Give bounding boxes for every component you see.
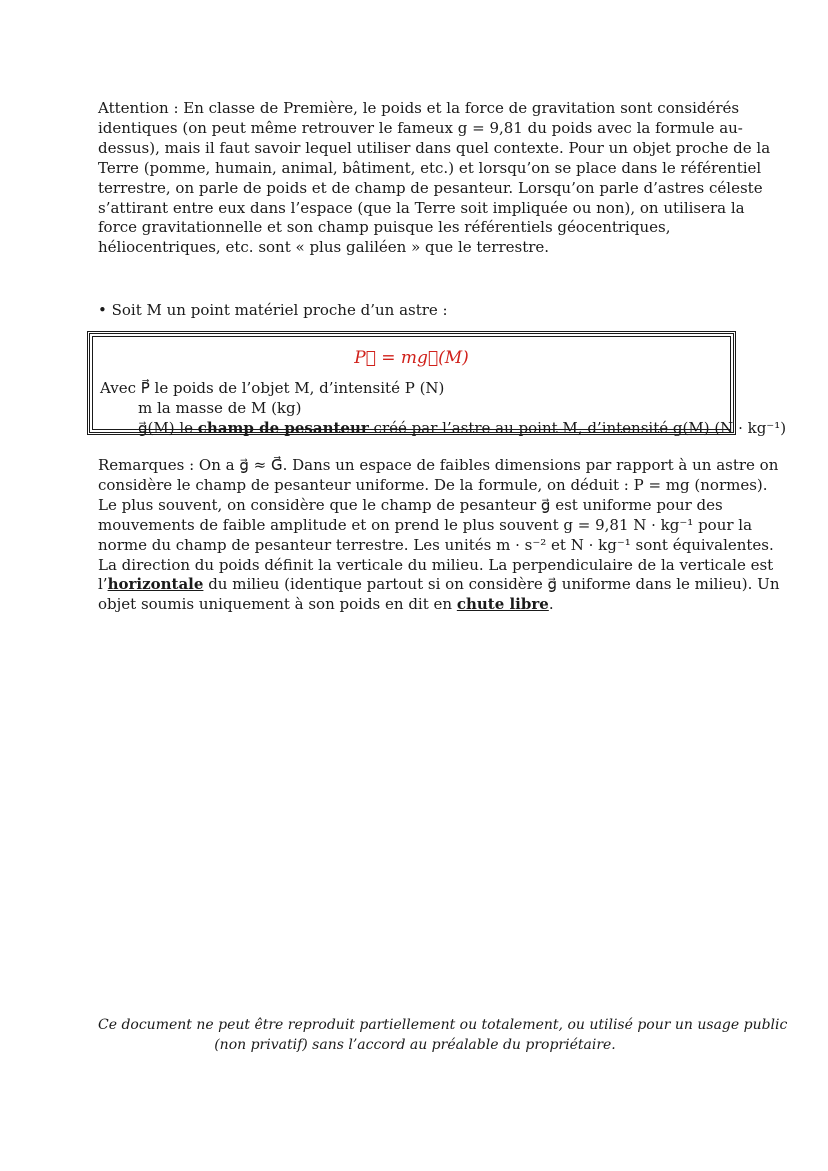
- remarques-line: mouvements de faible amplitude et on prend le plus souvent g = 9,81 N · kg⁻¹ pour la: [98, 515, 753, 534]
- remarques-line7-start: l’: [98, 575, 108, 594]
- definition-box-inner: [92, 336, 787, 437]
- definition-field-start: g⃗(M) le: [138, 419, 198, 437]
- attention-line: héliocentriques, etc. sont « plus galiléen » que le terrestre.: [98, 238, 550, 257]
- definition-field-end: créé par l’astre au point M, d’intensité g(M) (N · kg⁻¹): [368, 419, 787, 437]
- attention-line: s’attirant entre eux dans l’espace (que la Terre soit impliquée ou non), on utilisera la: [98, 198, 745, 217]
- remarques-line: La direction du poids définit la verticale du milieu. La perpendiculaire de la verticale est: [98, 555, 774, 574]
- remarques-line-horizontale: [98, 575, 780, 595]
- definition-line-field: [138, 419, 786, 439]
- bullet-point: [98, 301, 732, 321]
- footer-line: (non privatif) sans l’accord au préalable du propriétaire.: [214, 1036, 616, 1053]
- chute-libre-term: chute libre: [456, 595, 549, 614]
- attention-paragraph: [98, 99, 771, 258]
- attention-line: dessus), mais il faut savoir lequel utiliser dans quel contexte. Pour un objet proche de la: [98, 138, 771, 157]
- remarques-line7-end: du milieu (identique partout si on considère g⃗ uniforme dans le milieu). Un: [203, 575, 780, 594]
- bullet-text: • Soit M un point matériel proche d’un astre :: [98, 301, 448, 319]
- definition-box: [87, 331, 787, 437]
- champ-de-pesanteur-term: champ de pesanteur: [197, 419, 369, 437]
- definition-line-mass: m la masse de M (kg): [138, 399, 302, 417]
- definition-line-weight: Avec P⃗ le poids de l’objet M, d’intensité P (N): [100, 379, 445, 397]
- remarques-line8-end: .: [548, 595, 554, 614]
- remarques-line: norme du champ de pesanteur terrestre. Les unités m · s⁻² et N · kg⁻¹ sont équivalentes.: [98, 535, 774, 554]
- attention-line: Terre (pomme, humain, animal, bâtiment, etc.) et lorsqu’on se place dans le référentiel: [98, 158, 762, 177]
- weight-formula: P⃗ = mg⃗(M): [354, 348, 469, 368]
- copyright-footer: [98, 1016, 788, 1055]
- remarques-line: considère le champ de pesanteur uniforme. De la formule, on déduit : P = mg (normes).: [98, 475, 768, 494]
- attention-line: force gravitationnelle et son champ puisque les référentiels géocentriques,: [98, 218, 671, 237]
- horizontale-term: horizontale: [107, 575, 204, 594]
- remarques-line-chute-libre: [98, 595, 732, 615]
- attention-line: Attention : En classe de Première, le poids et la force de gravitation sont considérés: [98, 99, 740, 117]
- remarques-line: Le plus souvent, on considère que le champ de pesanteur g⃗ est uniforme pour des: [98, 495, 723, 514]
- remarques-line8-start: objet soumis uniquement à son poids en dit en: [98, 595, 457, 614]
- footer-line: Ce document ne peut être reproduit partiellement ou totalement, ou utilisé pour un usage public: [98, 1017, 788, 1033]
- attention-line: terrestre, on parle de poids et de champ de pesanteur. Lorsqu’on parle d’astres céleste: [98, 178, 763, 197]
- remarques-line: Remarques : On a g⃗ ≈ G⃗. Dans un espace de faibles dimensions par rapport à un astre on: [98, 456, 779, 474]
- attention-line: identiques (on peut même retrouver le fameux g = 9,81 du poids avec la formule au-: [98, 118, 743, 137]
- remarques-paragraph: [98, 456, 780, 615]
